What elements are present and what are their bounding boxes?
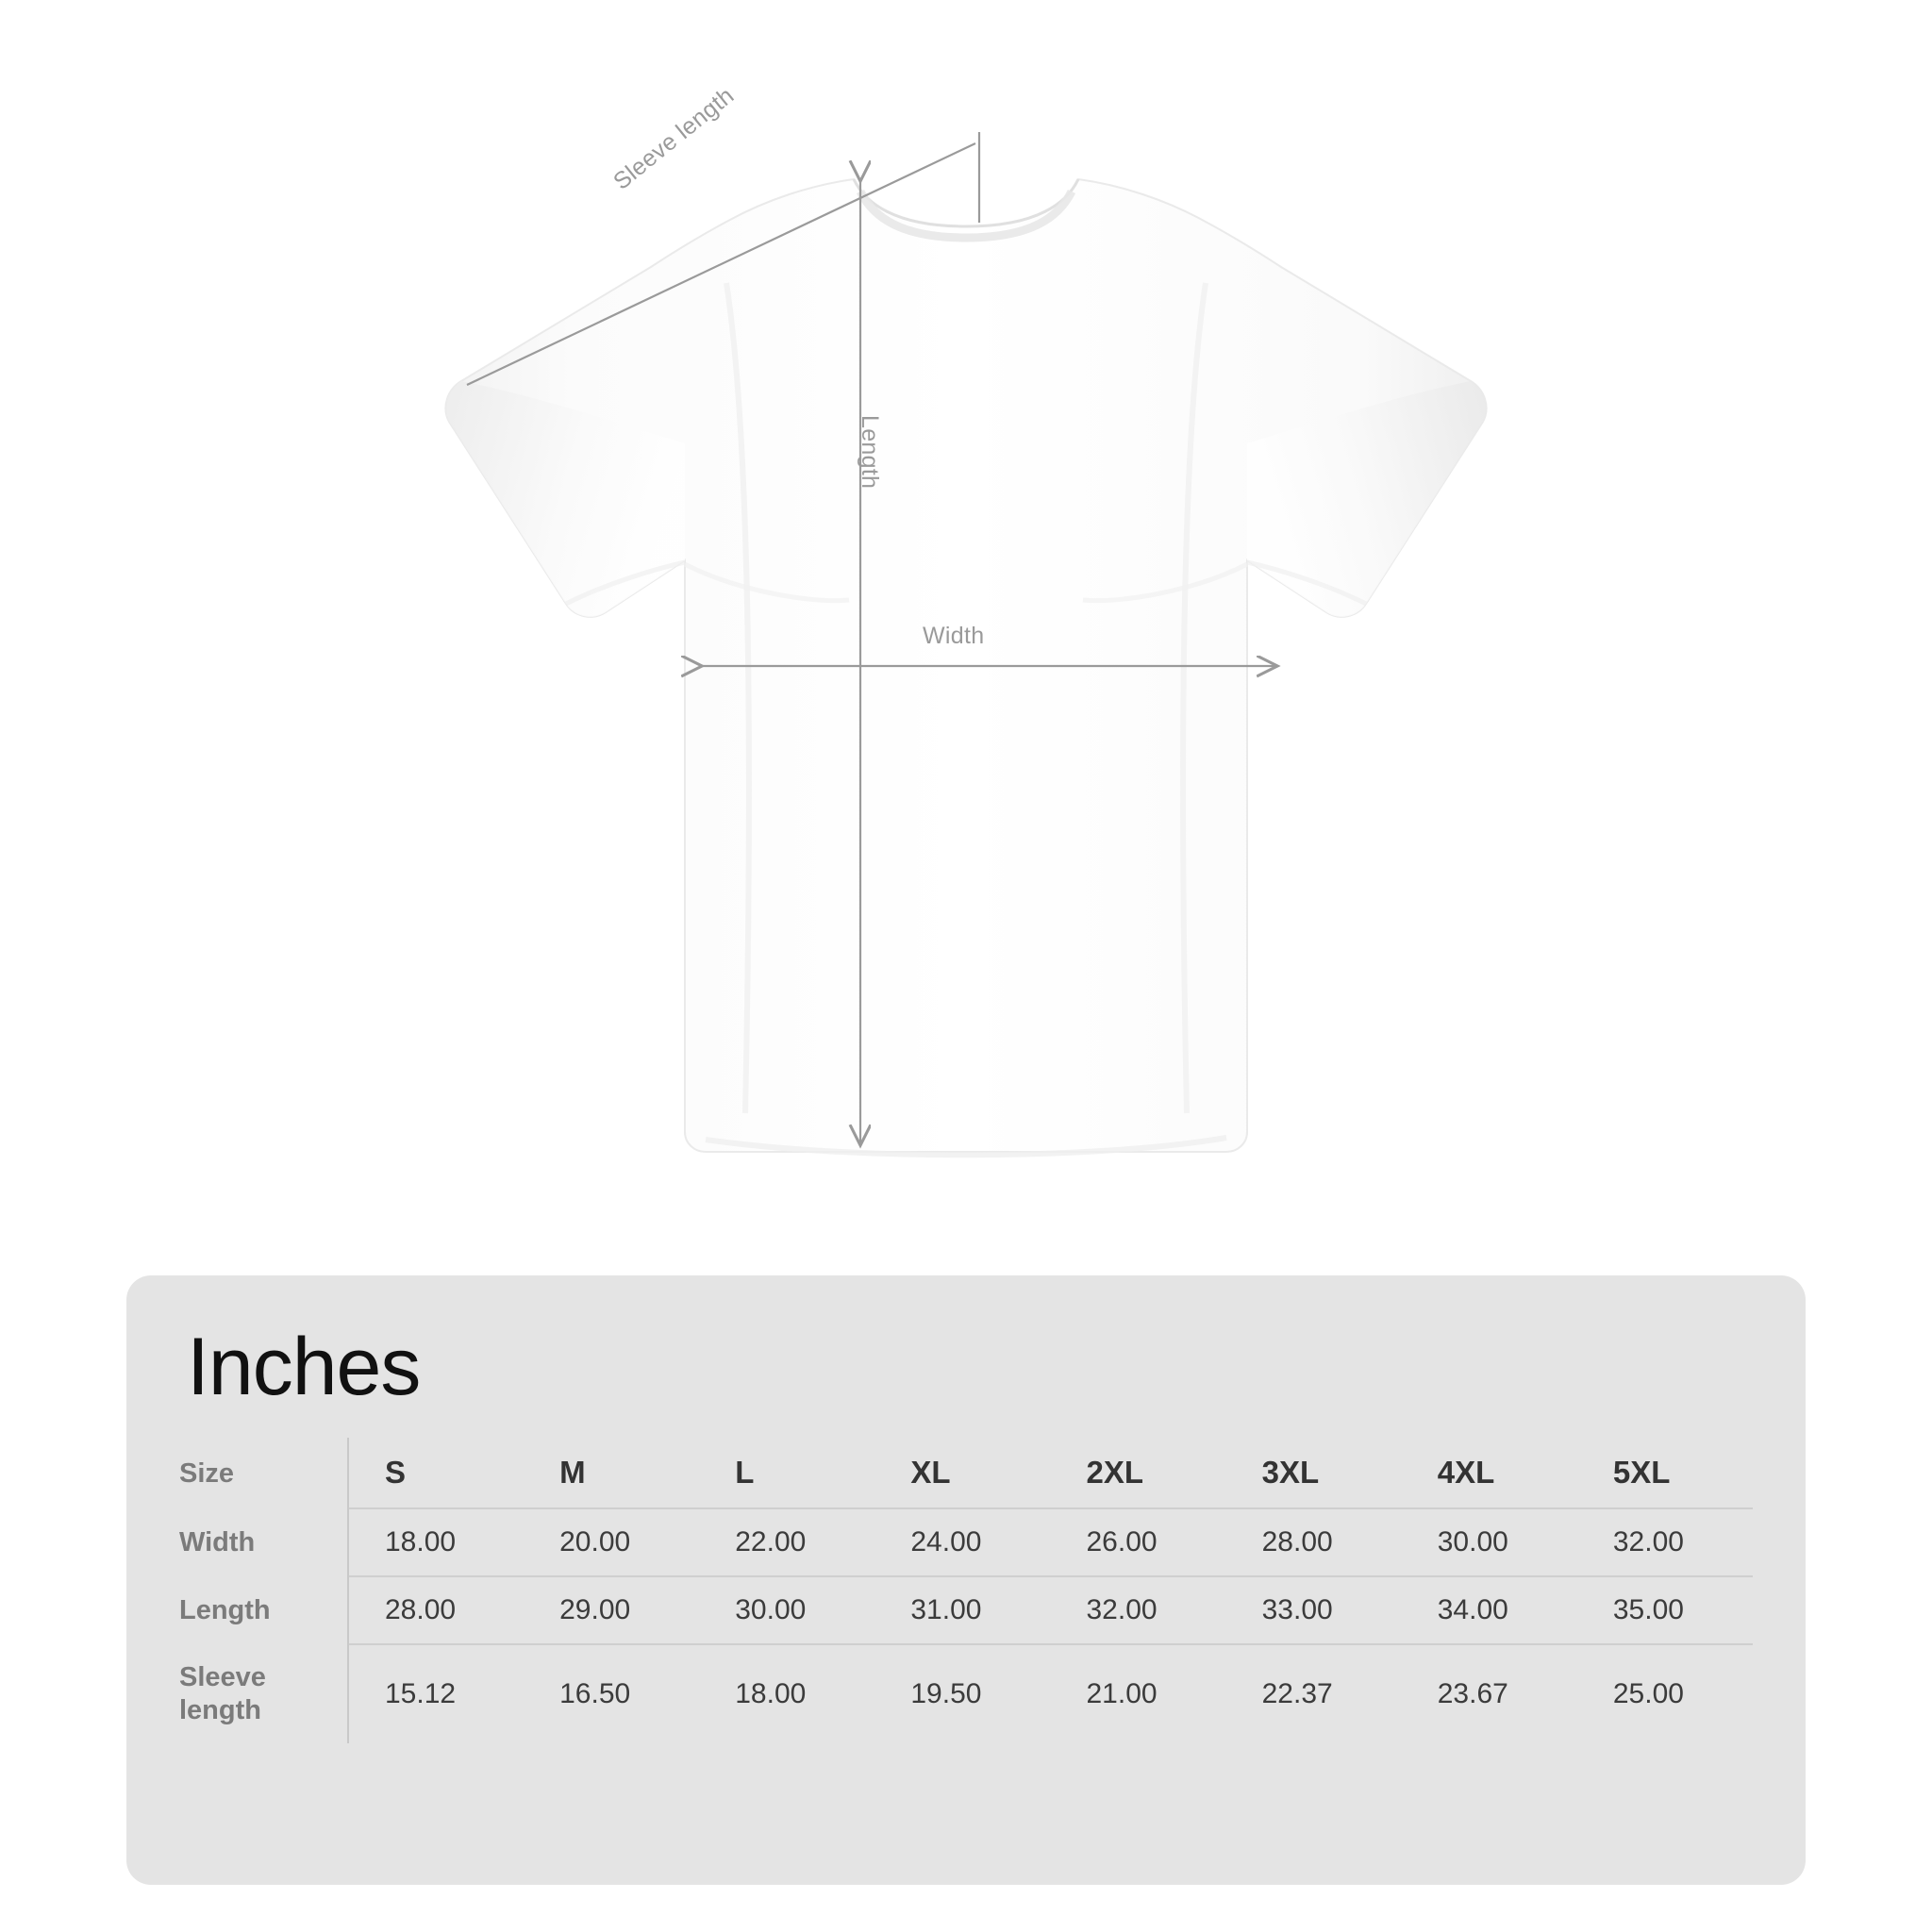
cell-length-xl: 31.00 xyxy=(874,1576,1050,1644)
table-row xyxy=(179,1508,1753,1576)
table-header-s: S xyxy=(348,1438,524,1508)
cell-length-m: 29.00 xyxy=(524,1576,699,1644)
cell-length-s: 28.00 xyxy=(348,1576,524,1644)
cell-width-m: 20.00 xyxy=(559,1526,631,1558)
cell-length-4xl: 34.00 xyxy=(1402,1576,1577,1644)
cell-sleeve-s: 15.12 xyxy=(348,1644,524,1742)
cell-sleeve-m: 16.50 xyxy=(524,1644,699,1742)
cell-width-3xl: 28.00 xyxy=(1261,1526,1333,1558)
cell-sleeve-5xl: 25.00 xyxy=(1577,1644,1753,1742)
cell-sleeve-3xl: 22.37 xyxy=(1226,1644,1402,1742)
cell-length-l: 30.00 xyxy=(699,1576,874,1644)
row-label-length: Length xyxy=(179,1576,348,1644)
table-row xyxy=(179,1576,1753,1644)
table-row xyxy=(179,1644,1753,1742)
shirt-shape xyxy=(445,179,1486,1155)
cell-length-5xl: 35.00 xyxy=(1577,1576,1753,1644)
cell-width-l: 22.00 xyxy=(735,1526,807,1558)
cell-length-2xl: 32.00 xyxy=(1051,1576,1226,1644)
cell-width-s: 18.00 xyxy=(385,1526,457,1558)
table-header-3xl: 3XL xyxy=(1226,1438,1402,1508)
sleeve-length-label: Sleeve length xyxy=(608,82,740,195)
table-header-row xyxy=(179,1438,1753,1508)
cell-width-xl: 24.00 xyxy=(910,1526,982,1558)
row-label-width: Width xyxy=(179,1508,348,1576)
cell-sleeve-4xl: 23.67 xyxy=(1402,1644,1577,1742)
size-chart-card xyxy=(126,1275,1806,1885)
cell-length-3xl: 33.00 xyxy=(1226,1576,1402,1644)
table-header-5xl: 5XL xyxy=(1577,1438,1753,1508)
size-chart-table xyxy=(179,1438,1753,1742)
width-label: Width xyxy=(923,623,985,649)
table-header-size: Size xyxy=(179,1438,348,1508)
cell-width-4xl: 30.00 xyxy=(1437,1526,1508,1558)
table-header-m: M xyxy=(524,1438,699,1508)
cell-width-2xl: 26.00 xyxy=(1086,1526,1158,1558)
row-label-sleeve-length: Sleeve length xyxy=(179,1644,348,1742)
table-header-xl: XL xyxy=(874,1438,1050,1508)
cell-sleeve-2xl: 21.00 xyxy=(1051,1644,1226,1742)
table-header-l: L xyxy=(699,1438,874,1508)
units-title: Inches xyxy=(187,1322,421,1412)
table-header-2xl: 2XL xyxy=(1051,1438,1226,1508)
cell-sleeve-xl: 19.50 xyxy=(874,1644,1050,1742)
cell-sleeve-l: 18.00 xyxy=(699,1644,874,1742)
cell-width-5xl: 32.00 xyxy=(1612,1526,1684,1558)
table-header-4xl: 4XL xyxy=(1402,1438,1577,1508)
length-label: Length xyxy=(857,415,883,490)
